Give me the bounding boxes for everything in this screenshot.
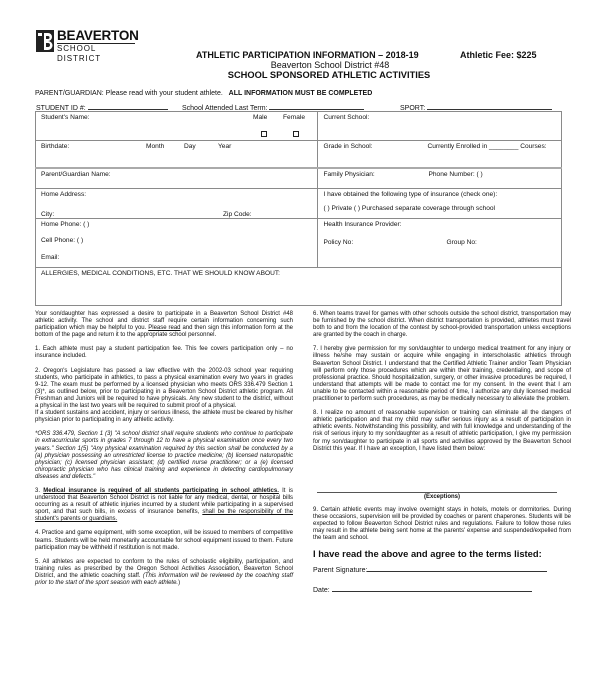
- form-subtitle: SCHOOL SPONSORED ATHLETIC ACTIVITIES: [227, 70, 431, 80]
- parent-name-cell[interactable]: [36, 168, 318, 189]
- parent-signature-blank[interactable]: [367, 564, 547, 572]
- parent-signature-label: Parent Signature:: [313, 567, 368, 575]
- group-no-label: Group No:: [446, 239, 477, 246]
- sport-label: SPORT:: [400, 105, 426, 112]
- birthdate-cell[interactable]: [36, 141, 318, 168]
- insurance-question: I have obtained the following type of insurance (check one):: [323, 191, 498, 198]
- grade-cell[interactable]: [318, 141, 562, 168]
- exceptions-label: (Exceptions): [423, 493, 460, 500]
- birthdate-label: Birthdate:: [41, 143, 70, 150]
- physician-cell[interactable]: [318, 168, 562, 189]
- allergies-label: ALLERGIES, MEDICAL CONDITIONS, ETC. THAT WE SHOULD KNOW ABOUT:: [41, 270, 280, 277]
- left-column-text: [35, 311, 293, 594]
- student-name-label: Student's Name:: [41, 114, 90, 121]
- grade-label: Grade in School:: [323, 143, 373, 150]
- school-last-term-label: School Attended Last Term:: [182, 105, 268, 112]
- right-column-text: [313, 311, 571, 605]
- home-phone-label: Home Phone: ( ): [41, 221, 90, 228]
- please-read: Please read: [148, 325, 181, 332]
- student-name-cell[interactable]: [36, 112, 318, 141]
- notice-bold: ALL INFORMATION MUST BE COMPLETED: [228, 90, 373, 97]
- insurance-provider-cell[interactable]: [318, 219, 562, 268]
- item-9: 9. Certain athletic events may involve overnight stays in hotels, motels or dormitories. During these occasions, supervision will be provided by coaches or parent chaperones. Students will be expected to follow Beaverton School District rules and regulations. Failure to follow those rules may result in the athlete being sent home at the parents' expense and suspended/expelled from the team and school.: [313, 506, 571, 542]
- contact-cell[interactable]: [36, 219, 318, 268]
- district-name: Beaverton School District #48: [270, 60, 390, 70]
- physician-phone-label: Phone Number: ( ): [428, 170, 483, 178]
- insurance-type-cell[interactable]: [318, 189, 562, 219]
- exceptions-space[interactable]: [313, 460, 571, 492]
- parent-notice: [35, 90, 372, 97]
- male-checkbox[interactable]: [261, 131, 267, 137]
- agreement-heading: I have read the above and agree to the terms listed:: [313, 548, 542, 560]
- student-id-label: STUDENT ID #:: [36, 105, 86, 112]
- insurance-options[interactable]: ( ) Private ( ) Purchased separate coverage through school: [323, 205, 495, 212]
- district-logo: [36, 28, 139, 63]
- date-blank[interactable]: [332, 584, 532, 592]
- female-label: Female: [283, 114, 305, 121]
- item-7: 7. I hereby give permission for my son/daughter to undergo medical treatment for any injury or illness he/she may sustain or acquire while engaging in interscholastic athletics through Beaverton School District. I understand that the Certified Athletic Trainer and/or Team Physician will perform only those procedures which are within their training, credentialing, and scope of professional practice. Should hospitalization, surgery, or other invasive procedures be required, I understand that attempts will be made to contact me for my consent. In the event that I am unable to be contacted within a reasonable period of time, I authorize any duly licensed medical practitioner to perform such procedures, as may be medically necessary to alleviate the problem.: [313, 346, 571, 403]
- parent-signature-field[interactable]: [313, 564, 571, 574]
- date-label: Date:: [313, 587, 332, 595]
- item-1: 1. Each athlete must pay a student participation fee. This fee covers participation only – no insurance included.: [35, 346, 293, 360]
- year-label: Year: [218, 143, 232, 150]
- zip-code-label: Zip Code:: [223, 211, 252, 218]
- item-6: 6. When teams travel for games with other schools outside the school district, transportation may be furnished by the school district. When district transportation is provided, athletes must travel both to and from the location of the contest by school-provided transportation unless exceptions are granted by the coach in charge.: [313, 311, 571, 339]
- logo-subtitle: SCHOOL DISTRICT: [57, 43, 135, 64]
- date-field[interactable]: [313, 584, 571, 594]
- parent-name-label: Parent/Guardian Name:: [41, 170, 111, 178]
- month-label: Month: [146, 143, 165, 150]
- notice-text: PARENT/GUARDIAN: Please read with your student athlete.: [35, 90, 223, 97]
- item-8: 8. I realize no amount of reasonable supervision or training can eliminate all the dangers of athletic participation and that my child may suffer serious injury as a result of participation in athletic events. Notwithstanding this possibility, and with full knowledge and understanding of the risk of serious injury to my son/daughter as a result of athletic participation, I give my permission for my son/daughter to participate in all sports and activities approved by the Beaverton School District this year. If I have an exception, I have listed them below:: [313, 410, 571, 452]
- home-address-label: Home Address:: [41, 191, 87, 198]
- student-info-form: [35, 111, 562, 306]
- email-label: Email:: [41, 254, 60, 261]
- logo-name: BEAVERTON: [57, 28, 139, 43]
- current-school-cell[interactable]: [318, 112, 562, 141]
- exceptions-line[interactable]: [317, 492, 557, 493]
- male-label: Male: [253, 114, 268, 121]
- enrolled-courses-label: Currently Enrolled in ________ Courses:: [427, 143, 547, 150]
- item-4: 4. Practice and game equipment, with some exception, will be issued to members of competitive teams. Students will be held monetarily accountable for school equipment issued to them. Future participation may be withheld if restitution is not made.: [35, 530, 293, 551]
- home-address-cell[interactable]: [36, 189, 318, 219]
- item-5: 5. All athletes are expected to conform to the rules of scholastic eligibility, participation, and training rules as prescribed by the Oregon School Activities Association, Beaverton School District, and the athletic coaching staff. (This information will be reviewed by the coaching staff prior to the start of the sport season with each athlete.): [35, 558, 293, 586]
- item-2: 2. Oregon's Legislature has passed a law effective with the 2002-03 school year requiring students, who participate in athletics, to pass a physical examination every two years in grades 9-12. The exam must be performed by a licensed physician who meets ORS 336.479 Section 1 (3)*, as outlined below, prior to participating in a Beaverton School District athletic program. All Freshman and Juniors will be required to have physicals. Any new student to the district, without a physical in the last two years will be required to submit proof of a physical.: [35, 367, 293, 410]
- intro-paragraph: Your son/daughter has expressed a desire to participate in a Beaverton School District #48 athletic activity. The school and district staff require certain information concerning such participation which may be helpful to you. Please read and then sign this information form at the bottom of the page and return it to the appropriate school personnel.: [35, 311, 293, 339]
- policy-no-label: Policy No:: [323, 239, 354, 246]
- student-id-blank[interactable]: [88, 102, 168, 110]
- female-checkbox[interactable]: [293, 131, 299, 137]
- cell-phone-label: Cell Phone: ( ): [41, 237, 84, 244]
- item-2-injury: If a student sustains and accident, injury or serious illness, the athlete must be cleared by his/her physician prior to participating in any athletic activity.: [35, 410, 293, 424]
- ors-quote: *ORS 336.479, Section 1 (3) "A school district shall require students who continue to participate in extracurricular sports in grades 7 through 12 to have a physical examination once every two years." Section 1(5) "Any physical examination required by this section shall be conducted by a (a) physician possessing an unrestricted license to practice medicine; (b) licensed naturopathic physician; (c) licensed physician assistant; (d) certified nurse practitioner; or a (e) licensed chiropractic physician who has clinical training and experience in detecting cardiopulmonary diseases and defects.": [35, 431, 293, 480]
- athletic-fee: Athletic Fee: $225: [460, 50, 537, 60]
- city-label: City:: [41, 211, 55, 218]
- physician-label: Family Physician:: [323, 170, 375, 178]
- insurance-provider-label: Health Insurance Provider:: [323, 221, 402, 228]
- beaverton-b-logo-icon: [36, 30, 54, 52]
- allergies-cell[interactable]: [36, 268, 562, 306]
- sport-blank[interactable]: [427, 102, 552, 110]
- current-school-label: Current School:: [323, 114, 370, 121]
- item-3: 3. Medical insurance is required of all students participating in school athletics. It is understood that Beaverton School District is not liable for any medical, dental, or hospital bills occurring as a result of athletic injuries incurred by a student while participating in a supervised sport, and that such bills, in excess of insurance benefits, shall be the responsibility of the student's parents or guardians.: [35, 487, 293, 523]
- form-title: ATHLETIC PARTICIPATION INFORMATION – 2018-19: [196, 50, 419, 60]
- day-label: Day: [184, 143, 196, 150]
- school-last-term-blank[interactable]: [269, 102, 364, 110]
